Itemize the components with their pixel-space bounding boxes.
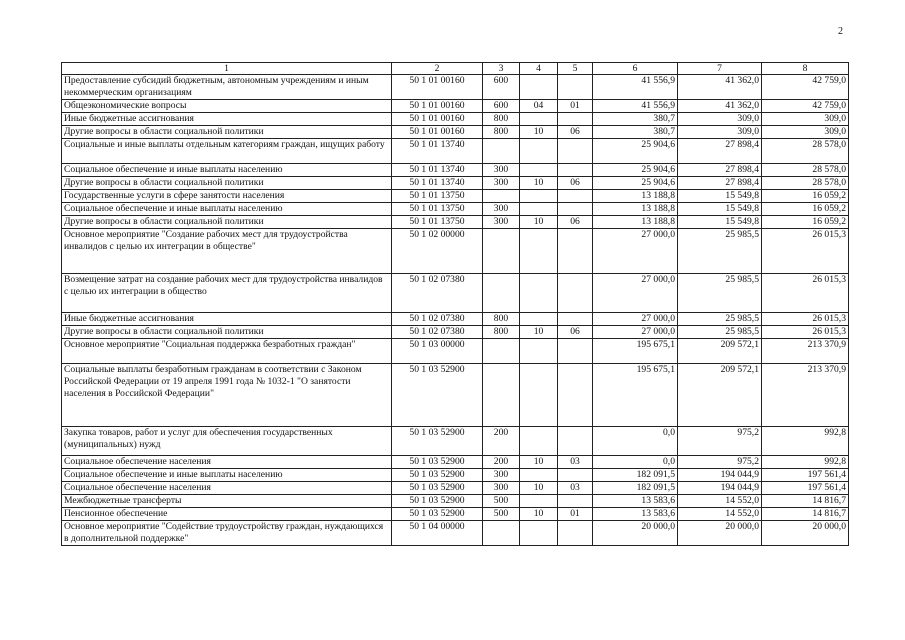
row-value-col6: 25 904,6 (593, 164, 678, 177)
row-section-cell (520, 113, 558, 126)
row-code-cell: 50 1 03 52900 (392, 482, 483, 495)
row-name-cell: Иные бюджетные ассигнования (62, 113, 392, 126)
row-code-cell: 50 1 01 00160 (392, 75, 483, 100)
row-value-col8: 197 561,4 (762, 482, 849, 495)
header-cell: 5 (558, 63, 593, 75)
table-row (62, 126, 849, 139)
row-value-col7: 14 552,0 (678, 495, 762, 508)
row-subsection-cell: 06 (558, 126, 593, 139)
row-value-col6: 25 904,6 (593, 177, 678, 190)
header-cell: 3 (483, 63, 520, 75)
row-value-col7: 25 985,5 (678, 274, 762, 313)
row-type-cell: 300 (483, 482, 520, 495)
row-subsection-cell: 06 (558, 177, 593, 190)
row-value-col7: 975,2 (678, 456, 762, 469)
row-subsection-cell (558, 190, 593, 203)
table-row (62, 469, 849, 482)
header-cell: 6 (593, 63, 678, 75)
row-section-cell: 10 (520, 126, 558, 139)
row-name-cell: Социальное обеспечение и иные выплаты населению (62, 469, 392, 482)
row-section-cell (520, 164, 558, 177)
row-subsection-cell (558, 364, 593, 427)
row-code-cell: 50 1 03 52900 (392, 456, 483, 469)
row-value-col7: 975,2 (678, 427, 762, 456)
page-number: 2 (838, 26, 843, 37)
row-value-col6: 41 556,9 (593, 75, 678, 100)
row-value-col6: 27 000,0 (593, 274, 678, 313)
row-type-cell: 800 (483, 326, 520, 339)
row-code-cell: 50 1 02 07380 (392, 313, 483, 326)
table-row (62, 495, 849, 508)
header-cell: 4 (520, 63, 558, 75)
row-subsection-cell: 01 (558, 100, 593, 113)
row-value-col6: 27 000,0 (593, 326, 678, 339)
row-type-cell: 200 (483, 456, 520, 469)
row-type-cell: 500 (483, 508, 520, 521)
table-row (62, 216, 849, 229)
row-value-col6: 380,7 (593, 126, 678, 139)
row-value-col8: 26 015,3 (762, 326, 849, 339)
row-name-cell: Возмещение затрат на создание рабочих мест для трудоустройства инвалидов с целью их интеграции в общество (62, 274, 392, 313)
row-code-cell: 50 1 03 00000 (392, 339, 483, 364)
row-name-cell: Межбюджетные трансферты (62, 495, 392, 508)
row-name-cell: Закупка товаров, работ и услуг для обеспечения государственных (муниципальных) нужд (62, 427, 392, 456)
row-code-cell: 50 1 01 00160 (392, 100, 483, 113)
row-code-cell: 50 1 01 13750 (392, 203, 483, 216)
row-value-col6: 41 556,9 (593, 100, 678, 113)
row-subsection-cell (558, 203, 593, 216)
row-code-cell: 50 1 01 13740 (392, 177, 483, 190)
row-value-col6: 13 188,8 (593, 190, 678, 203)
table-row (62, 190, 849, 203)
row-value-col8: 992,8 (762, 456, 849, 469)
row-type-cell: 300 (483, 203, 520, 216)
row-section-cell (520, 75, 558, 100)
row-section-cell (520, 139, 558, 164)
row-value-col6: 13 188,8 (593, 203, 678, 216)
row-section-cell: 04 (520, 100, 558, 113)
row-value-col8: 42 759,0 (762, 100, 849, 113)
row-name-cell: Предоставление субсидий бюджетным, автономным учреждениям и иным некоммерческим организациям (62, 75, 392, 100)
row-name-cell: Социальные выплаты безработным гражданам в соответствии с Законом Российской Федерации от 19 апреля 1991 года № 1032-1 "О занятости населения в Российской Федерации" (62, 364, 392, 427)
row-type-cell: 200 (483, 427, 520, 456)
row-type-cell (483, 139, 520, 164)
table-body (62, 75, 849, 546)
table-row (62, 177, 849, 190)
table-row (62, 139, 849, 164)
row-value-col6: 27 000,0 (593, 229, 678, 274)
row-value-col7: 25 985,5 (678, 326, 762, 339)
table-row (62, 364, 849, 427)
row-value-col6: 20 000,0 (593, 521, 678, 546)
row-type-cell: 800 (483, 113, 520, 126)
table-row (62, 274, 849, 313)
row-code-cell: 50 1 01 13750 (392, 216, 483, 229)
row-type-cell: 300 (483, 164, 520, 177)
row-value-col7: 27 898,4 (678, 177, 762, 190)
row-value-col7: 14 552,0 (678, 508, 762, 521)
row-value-col7: 20 000,0 (678, 521, 762, 546)
row-value-col7: 41 362,0 (678, 100, 762, 113)
row-name-cell: Иные бюджетные ассигнования (62, 313, 392, 326)
row-value-col8: 26 015,3 (762, 229, 849, 274)
row-name-cell: Социальное обеспечение и иные выплаты населению (62, 164, 392, 177)
row-value-col8: 213 370,9 (762, 339, 849, 364)
row-section-cell: 10 (520, 177, 558, 190)
row-type-cell (483, 190, 520, 203)
row-section-cell: 10 (520, 326, 558, 339)
row-value-col8: 14 816,7 (762, 508, 849, 521)
row-code-cell: 50 1 01 13740 (392, 164, 483, 177)
row-value-col7: 25 985,5 (678, 313, 762, 326)
budget-table (61, 62, 849, 546)
row-value-col6: 25 904,6 (593, 139, 678, 164)
row-value-col6: 380,7 (593, 113, 678, 126)
row-code-cell: 50 1 01 13750 (392, 190, 483, 203)
row-subsection-cell: 06 (558, 216, 593, 229)
row-code-cell: 50 1 03 52900 (392, 427, 483, 456)
row-subsection-cell: 06 (558, 326, 593, 339)
row-value-col6: 0,0 (593, 456, 678, 469)
row-subsection-cell (558, 113, 593, 126)
row-name-cell: Социальное обеспечение и иные выплаты населению (62, 203, 392, 216)
row-name-cell: Другие вопросы в области социальной политики (62, 326, 392, 339)
row-name-cell: Пенсионное обеспечение (62, 508, 392, 521)
table-row (62, 456, 849, 469)
table-row (62, 339, 849, 364)
row-value-col8: 309,0 (762, 113, 849, 126)
row-name-cell: Социальное обеспечение населения (62, 482, 392, 495)
row-value-col8: 28 578,0 (762, 164, 849, 177)
row-value-col7: 41 362,0 (678, 75, 762, 100)
row-section-cell: 10 (520, 216, 558, 229)
row-value-col8: 16 059,2 (762, 190, 849, 203)
header-cell: 1 (62, 63, 392, 75)
row-subsection-cell (558, 274, 593, 313)
row-subsection-cell (558, 139, 593, 164)
row-code-cell: 50 1 03 52900 (392, 469, 483, 482)
header-cell: 2 (392, 63, 483, 75)
header-cell: 7 (678, 63, 762, 75)
table-row (62, 521, 849, 546)
row-value-col7: 309,0 (678, 126, 762, 139)
row-section-cell: 10 (520, 456, 558, 469)
row-value-col7: 15 549,8 (678, 190, 762, 203)
table-row (62, 113, 849, 126)
row-type-cell (483, 521, 520, 546)
row-name-cell: Основное мероприятие "Создание рабочих мест для трудоустройства инвалидов с целью их интеграции в обществе" (62, 229, 392, 274)
row-code-cell: 50 1 02 00000 (392, 229, 483, 274)
row-value-col8: 28 578,0 (762, 177, 849, 190)
table-row (62, 203, 849, 216)
row-type-cell (483, 274, 520, 313)
row-section-cell (520, 427, 558, 456)
row-subsection-cell (558, 339, 593, 364)
row-name-cell: Общеэкономические вопросы (62, 100, 392, 113)
row-type-cell: 800 (483, 126, 520, 139)
table-row (62, 326, 849, 339)
row-value-col8: 42 759,0 (762, 75, 849, 100)
row-value-col8: 14 816,7 (762, 495, 849, 508)
row-value-col8: 992,8 (762, 427, 849, 456)
row-section-cell: 10 (520, 508, 558, 521)
row-type-cell: 300 (483, 469, 520, 482)
row-type-cell: 600 (483, 100, 520, 113)
row-value-col8: 26 015,3 (762, 313, 849, 326)
row-code-cell: 50 1 01 13740 (392, 139, 483, 164)
row-value-col6: 195 675,1 (593, 339, 678, 364)
row-section-cell (520, 364, 558, 427)
row-value-col8: 28 578,0 (762, 139, 849, 164)
row-value-col7: 15 549,8 (678, 216, 762, 229)
row-type-cell: 600 (483, 75, 520, 100)
row-value-col8: 213 370,9 (762, 364, 849, 427)
table-row (62, 482, 849, 495)
row-subsection-cell (558, 164, 593, 177)
row-value-col6: 182 091,5 (593, 469, 678, 482)
table-row (62, 164, 849, 177)
row-type-cell: 500 (483, 495, 520, 508)
row-name-cell: Другие вопросы в области социальной политики (62, 126, 392, 139)
table-row (62, 229, 849, 274)
row-value-col7: 194 044,9 (678, 469, 762, 482)
row-name-cell: Социальное обеспечение населения (62, 456, 392, 469)
row-code-cell: 50 1 03 52900 (392, 508, 483, 521)
row-subsection-cell (558, 495, 593, 508)
row-subsection-cell (558, 521, 593, 546)
row-name-cell: Основное мероприятие "Содействие трудоустройству граждан, нуждающихся в дополнительной поддержке" (62, 521, 392, 546)
row-section-cell (520, 203, 558, 216)
row-section-cell (520, 495, 558, 508)
row-value-col6: 195 675,1 (593, 364, 678, 427)
row-subsection-cell (558, 75, 593, 100)
row-value-col7: 194 044,9 (678, 482, 762, 495)
row-value-col7: 209 572,1 (678, 339, 762, 364)
row-section-cell (520, 521, 558, 546)
row-subsection-cell (558, 469, 593, 482)
row-name-cell: Социальные и иные выплаты отдельным категориям граждан, ищущих работу (62, 139, 392, 164)
row-value-col7: 15 549,8 (678, 203, 762, 216)
row-value-col7: 309,0 (678, 113, 762, 126)
row-subsection-cell (558, 313, 593, 326)
row-section-cell (520, 229, 558, 274)
row-value-col8: 16 059,2 (762, 203, 849, 216)
row-value-col6: 0,0 (593, 427, 678, 456)
row-section-cell (520, 339, 558, 364)
row-type-cell (483, 364, 520, 427)
row-name-cell: Другие вопросы в области социальной политики (62, 177, 392, 190)
row-code-cell: 50 1 02 07380 (392, 274, 483, 313)
row-subsection-cell (558, 229, 593, 274)
row-value-col8: 26 015,3 (762, 274, 849, 313)
row-code-cell: 50 1 01 00160 (392, 126, 483, 139)
row-type-cell (483, 229, 520, 274)
header-cell: 8 (762, 63, 849, 75)
row-value-col8: 16 059,2 (762, 216, 849, 229)
row-name-cell: Другие вопросы в области социальной политики (62, 216, 392, 229)
row-value-col7: 27 898,4 (678, 139, 762, 164)
row-value-col6: 27 000,0 (593, 313, 678, 326)
row-section-cell (520, 190, 558, 203)
table-row (62, 100, 849, 113)
row-type-cell: 800 (483, 313, 520, 326)
row-code-cell: 50 1 03 52900 (392, 495, 483, 508)
row-section-cell (520, 274, 558, 313)
table-row (62, 75, 849, 100)
row-section-cell: 10 (520, 482, 558, 495)
row-subsection-cell: 03 (558, 456, 593, 469)
row-value-col6: 13 188,8 (593, 216, 678, 229)
row-subsection-cell: 03 (558, 482, 593, 495)
row-name-cell: Государственные услуги в сфере занятости населения (62, 190, 392, 203)
row-value-col8: 309,0 (762, 126, 849, 139)
row-value-col7: 25 985,5 (678, 229, 762, 274)
row-code-cell: 50 1 01 00160 (392, 113, 483, 126)
row-code-cell: 50 1 03 52900 (392, 364, 483, 427)
row-type-cell: 300 (483, 177, 520, 190)
row-section-cell (520, 313, 558, 326)
row-subsection-cell (558, 427, 593, 456)
table-row (62, 508, 849, 521)
row-section-cell (520, 469, 558, 482)
row-code-cell: 50 1 04 00000 (392, 521, 483, 546)
row-name-cell: Основное мероприятие "Социальная поддержка безработных граждан" (62, 339, 392, 364)
row-value-col8: 20 000,0 (762, 521, 849, 546)
table-row (62, 313, 849, 326)
table-row (62, 427, 849, 456)
row-value-col6: 13 583,6 (593, 508, 678, 521)
row-value-col7: 27 898,4 (678, 164, 762, 177)
header-row (62, 63, 849, 75)
row-value-col6: 182 091,5 (593, 482, 678, 495)
row-value-col8: 197 561,4 (762, 469, 849, 482)
row-code-cell: 50 1 02 07380 (392, 326, 483, 339)
row-value-col6: 13 583,6 (593, 495, 678, 508)
row-type-cell: 300 (483, 216, 520, 229)
row-type-cell (483, 339, 520, 364)
row-value-col7: 209 572,1 (678, 364, 762, 427)
row-subsection-cell: 01 (558, 508, 593, 521)
